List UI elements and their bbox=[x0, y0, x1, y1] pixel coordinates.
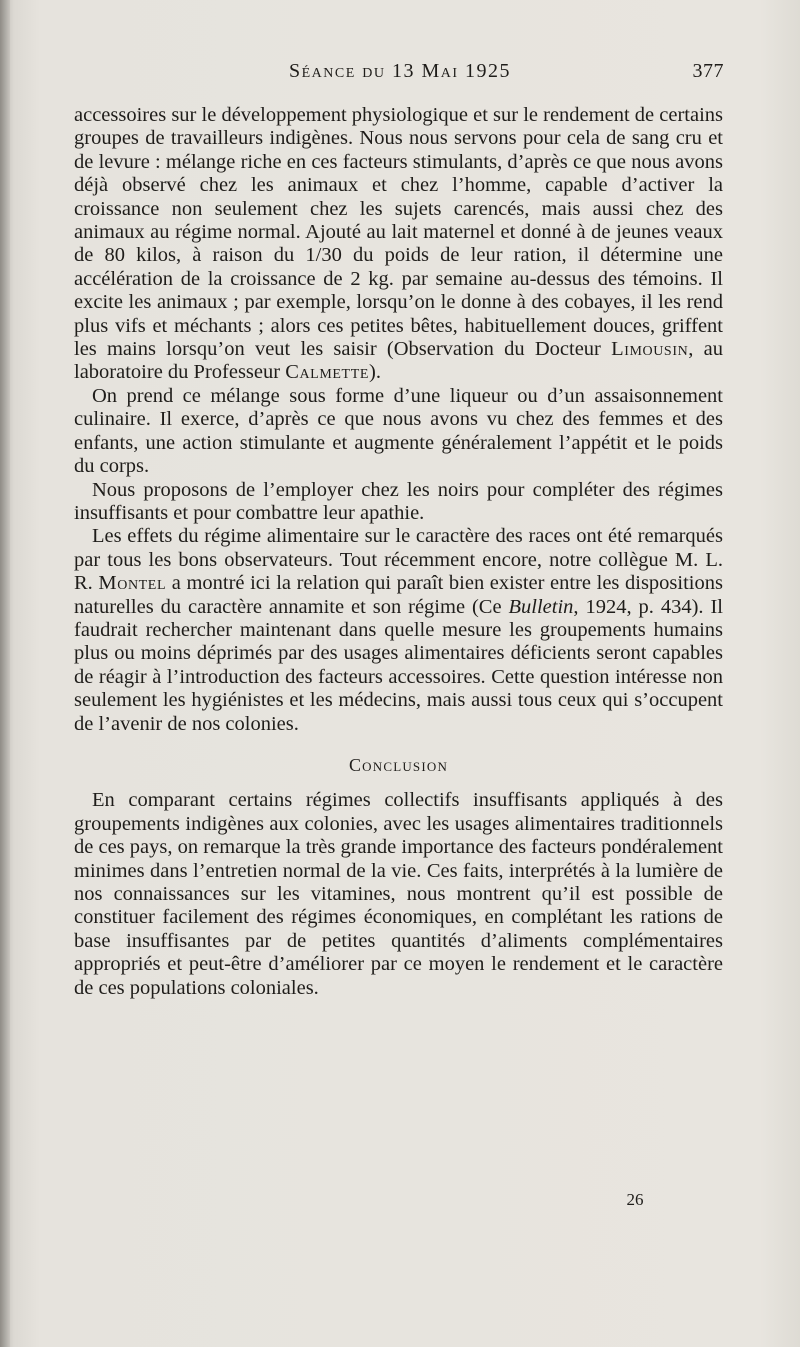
author-name-montel: Montel bbox=[98, 572, 167, 595]
paragraph-4-text: Les effets du régime alimentaire sur le caractère des races ont été remarqués par tous les bons observateurs. Tout récemment encore, notre collègue M. L. R. bbox=[74, 525, 723, 595]
author-name-limousin: Limousin bbox=[611, 338, 689, 361]
page-gutter bbox=[0, 0, 10, 1347]
section-heading-conclusion: Conclusion bbox=[348, 754, 449, 775]
signature-mark: 26 bbox=[626, 1190, 644, 1209]
paragraph-2: On prend ce mélange sous forme d’une liqueur ou d’un assaisonnement culinaire. Il exerce, d’après ce que nous avons vu chez des femmes et des enfants, une action stimulante et augmente généralement l’appétit et le poids du corps. bbox=[74, 384, 723, 478]
paragraph-4-end: , 1924, p. 434). Il faudrait rechercher maintenant dans quelle mesure les groupements humains plus ou moins déprimés par des usages alimentaires déficients seront capables de réagir à l’introduction des facteurs accessoires. Cette question intéresse non seulement les hygiénistes et les médecins, mais aussi tous ceux qui s’occupent de l’avenir de nos colonies. bbox=[74, 595, 723, 735]
page-body bbox=[74, 104, 723, 1000]
page-number: 377 bbox=[692, 60, 724, 82]
paragraph-1 bbox=[74, 104, 723, 385]
paragraph-4 bbox=[74, 525, 723, 736]
running-head: Séance du 13 Mai 1925 bbox=[288, 60, 512, 82]
page-header bbox=[76, 60, 724, 88]
paragraph-1-text: accessoires sur le développement physiologique et sur le rendement de certains groupes de travailleurs indigènes. Nous nous servons pour cela de sang cru et de levure : mélange riche en ces facteurs stimulants, d’après ce que nous avons déjà observé chez les animaux et chez l’homme, capable d’activer la croissance non seulement chez les sujets carencés, mais aussi chez des animaux au régime normal. Ajouté au lait maternel et donné à de jeunes veaux de 80 kilos, à raison du 1/30 du poids de leur ration, il détermine une accélération de la croissance de 2 kg. par semaine au-dessus des témoins. Il excite les animaux ; par exemple, lorsqu’on le donne à des cobayes, il les rend plus vifs et méchants ; alors ces petites bêtes, habituellement douces, griffent les mains lorsqu’on veut les saisir (Observation du Docteur bbox=[74, 104, 723, 361]
paragraph-3: Nous proposons de l’employer chez les noirs pour compléter des régimes insuffisants et pour combattre leur apathie. bbox=[74, 478, 723, 524]
bulletin-citation: Bulletin bbox=[508, 595, 574, 618]
conclusion-paragraph: En comparant certains régimes collectifs insuffisants appliqués à des groupements indigènes aux colonies, avec les usages alimentaires traditionnels de ces pays, on remarque la très grande importance des facteurs pondéralement minimes dans l’entretien normal de la vie. Ces faits, interprétés à la lumière de nos connaissances sur les vitamines, nous montrent qu’il est possible de constituer facilement des régimes économiques, en complétant les rations de base insuffisantes par de petites quantités d’aliments complémentaires appropriés et peut-être d’améliorer par ce moyen le rendement et le caractère de ces populations coloniales. bbox=[74, 789, 723, 999]
paragraph-1-middle: , au laboratoire du Professeur bbox=[74, 338, 723, 384]
paragraph-1-end: ). bbox=[369, 361, 381, 384]
author-name-calmette: Calmette bbox=[285, 361, 369, 384]
paragraph-4-middle: a montré ici la relation qui paraît bien exister entre les dispositions naturelles du caractère annamite et son régime (Ce bbox=[74, 572, 723, 618]
